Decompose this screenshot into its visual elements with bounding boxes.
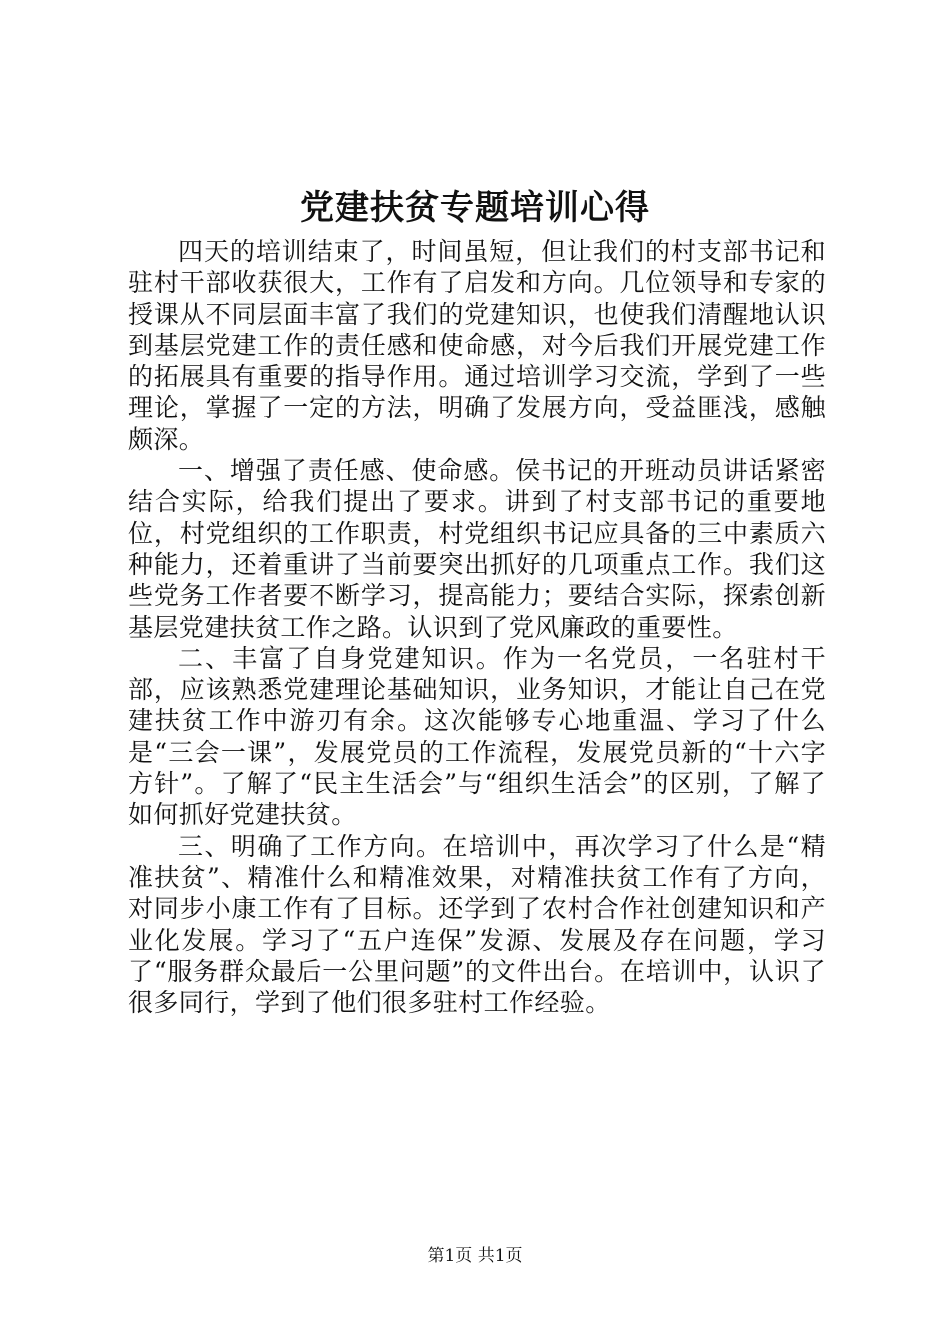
document-body — [128, 236, 826, 1018]
document-title: 党建扶贫专题培训心得 — [300, 188, 650, 228]
paragraph-section-1: 一、增强了责任感、使命感。侯书记的开班动员讲话紧密结合实际，给我们提出了要求。讲到了村支部书记的重要地位，村党组织的工作职责，村党组织书记应具备的三中素质六种能力，还着重讲了当前要突出抓好的几项重点工作。我们这些党务工作者要不断学习，提高能力；要结合实际，探索创新基层党建扶贫工作之路。认识到了党风廉政的重要性。 — [128, 456, 826, 642]
paragraph-intro: 四天的培训结束了，时间虽短，但让我们的村支部书记和驻村干部收获很大，工作有了启发和方向。几位领导和专家的授课从不同层面丰富了我们的党建知识，也使我们清醒地认识到基层党建工作的责任感和使命感，对今后我们开展党建工作的拓展具有重要的指导作用。通过培训学习交流，学到了一些理论，掌握了一定的方法，明确了发展方向，受益匪浅，感触颇深。 — [128, 237, 826, 454]
paragraph-section-3: 三、明确了工作方向。在培训中，再次学习了什么是“精准扶贫”、精准什么和精准效果，对精准扶贫工作有了方向，对同步小康工作有了目标。还学到了农村合作社创建知识和产业化发展。学习了“五户连保”发源、发展及存在问题，学习了“服务群众最后一公里问题”的文件出台。在培训中，认识了很多同行，学到了他们很多驻村工作经验。 — [128, 831, 826, 1018]
paragraph-section-2: 二、丰富了自身党建知识。作为一名党员，一名驻村干部，应该熟悉党建理论基础知识，业务知识，才能让自己在党建扶贫工作中游刃有余。这次能够专心地重温、学习了什么是“三会一课”，发展党员的工作流程，发展党员新的“十六字方针”。了解了“民主生活会”与“组织生活会”的区别，了解了如何抓好党建扶贫。 — [128, 643, 826, 830]
page-footer: 第1页 共1页 — [427, 1246, 523, 1266]
